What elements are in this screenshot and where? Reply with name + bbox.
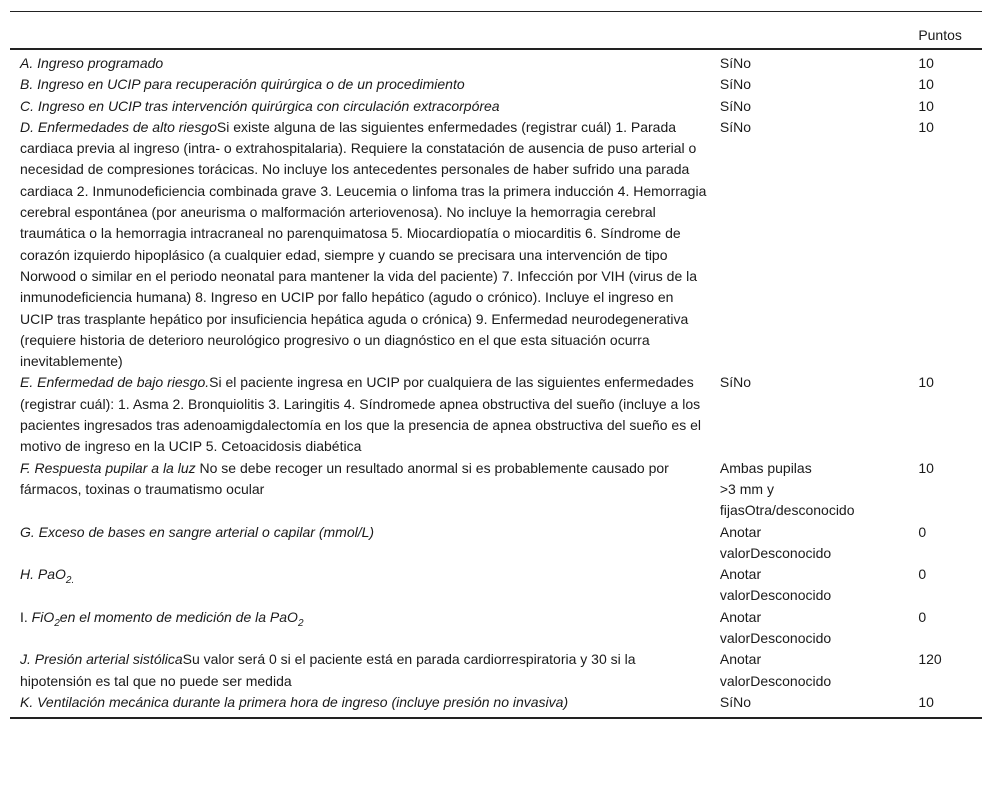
points: 0 [918, 608, 927, 625]
answer-options: SíNo [719, 693, 751, 710]
item-title: H. PaO [20, 566, 66, 583]
answer-options: SíNo [719, 118, 751, 135]
answer-options: Ambas pupilas >3 mm y fijasOtra/desconocido [719, 459, 855, 519]
answer-options: Anotar valorDesconocido [719, 566, 832, 604]
subscript: 2 [297, 617, 304, 629]
points: 10 [918, 693, 934, 710]
answer-options: SíNo [719, 76, 751, 93]
header-item [10, 12, 720, 50]
item-cell [10, 564, 720, 607]
item-text: Si el paciente ingresa en UCIP por cualquiera de las siguientes enfermedades (registrar cuál): 1. Asma 2. Bronquiolitis 3. Laringitis 4. Síndromede apnea obstructiva del sueño (incluye a los pacientes ingresados tras adenoamigdalectomía en los que la presencia de apnea obstructiva del sueño es el motivo de ingreso en la UCIP 5. Cetoacidosis diabética [20, 374, 701, 455]
header-row [10, 12, 982, 50]
item-cell [10, 49, 720, 74]
item-title: K. Ventilación mecánica durante la primera hora de ingreso (incluye presión no invasiva) [20, 693, 569, 710]
points: 120 [918, 651, 942, 668]
answer-options: Anotar valorDesconocido [719, 523, 832, 561]
score-table [10, 11, 982, 719]
item-cell [10, 458, 720, 522]
item-cell [10, 692, 720, 718]
item-title: G. Exceso de bases en sangre arterial o capilar (mmol/L) [20, 523, 375, 540]
table-row [10, 649, 982, 692]
item-cell [10, 74, 720, 95]
item-title: A. Ingreso programado [20, 55, 164, 71]
answer-options: SíNo [719, 97, 751, 114]
item-cell [10, 522, 720, 565]
item-text: No se debe recoger un resultado anormal si es probablemente causado por fármacos, toxinas o traumatismo ocular [20, 459, 669, 497]
subscript: 2. [65, 574, 75, 586]
answer-options: Anotar valorDesconocido [719, 651, 832, 689]
points: 0 [918, 523, 927, 540]
item-cell [10, 607, 720, 650]
points: 10 [918, 374, 934, 391]
points: 10 [918, 97, 934, 114]
points: 10 [918, 55, 934, 71]
table-row [10, 458, 982, 522]
item-title: D. Enfermedades de alto riesgo [20, 118, 217, 135]
item-text: Su valor será 0 si el paciente está en parada cardiorrespiratoria y 30 si la hipotensión es tal que no puede ser medida [20, 651, 636, 689]
item-title: C. Ingreso en UCIP tras intervención quirúrgica con circulación extracorpórea [20, 97, 500, 114]
points: 10 [918, 459, 934, 476]
item-cell [10, 117, 720, 373]
points: 10 [918, 76, 934, 93]
item-title: J. Presión arterial sistólica [20, 651, 183, 668]
item-prefix: I. [20, 608, 32, 625]
table-row [10, 564, 982, 607]
item-title: E. Enfermedad de bajo riesgo. [20, 374, 210, 391]
header-points: Puntos [918, 12, 982, 50]
table-row [10, 117, 982, 373]
table-row [10, 522, 982, 565]
table-row [10, 74, 982, 95]
item-cell [10, 372, 720, 457]
table-row [10, 96, 982, 117]
item-cell [10, 96, 720, 117]
table-row [10, 692, 982, 718]
table-row [10, 49, 982, 74]
answer-options: SíNo [719, 374, 751, 391]
table-row [10, 372, 982, 457]
item-title: FiO [31, 608, 55, 625]
item-title-cont: en el momento de medición de la PaO [59, 608, 298, 625]
item-cell [10, 649, 720, 692]
answer-options: SíNo [719, 55, 751, 71]
item-text: Si existe alguna de las siguientes enfermedades (registrar cuál) 1. Parada cardiaca previa al ingreso (intra- o extrahospitalaria). Requiere la constatación de ausencia de puso arterial o necesidad de compresiones torácicas. No incluye los antecedentes personales de haber sufrido una parada cardiaca 2. Inmunodeficiencia combinada grave 3. Leucemia o linfoma tras la primera inducción 4. Hemorragia cerebral espontánea (por aneurisma o malformación arteriovenosa). No incluye la hemorragia cerebral traumática o la hemorragia intracraneal no parenquimatosa 5. Miocardiopatía o miocarditis 6. Síndrome de corazón izquierdo hipoplásico (a cualquier edad, siempre y cuando se precisara una intervención de tipo Norwood o similar en el periodo neonatal para mantener la vida del paciente) 7. Infección por VIH (virus de la inmunodeficiencia humana) 8. Ingreso en UCIP por fallo hepático (agudo o crónico). Incluye el ingreso en UCIP tras trasplante hepático por insuficiencia hepática aguda o crónica) 9. Enfermedad neurodegenerativa (requiere historia de deterioro neurológico progresivo o un diagnóstico en el que esta situación ocurra inevitablemente) [20, 118, 707, 370]
subscript: 2 [54, 617, 60, 629]
points: 0 [918, 566, 927, 583]
item-title: B. Ingreso en UCIP para recuperación quirúrgica o de un procedimiento [20, 76, 465, 93]
header-answer [720, 12, 918, 50]
table-row [10, 607, 982, 650]
item-title: F. Respuesta pupilar a la luz [20, 459, 196, 476]
answer-options: Anotar valorDesconocido [719, 608, 832, 647]
points: 10 [918, 118, 934, 135]
